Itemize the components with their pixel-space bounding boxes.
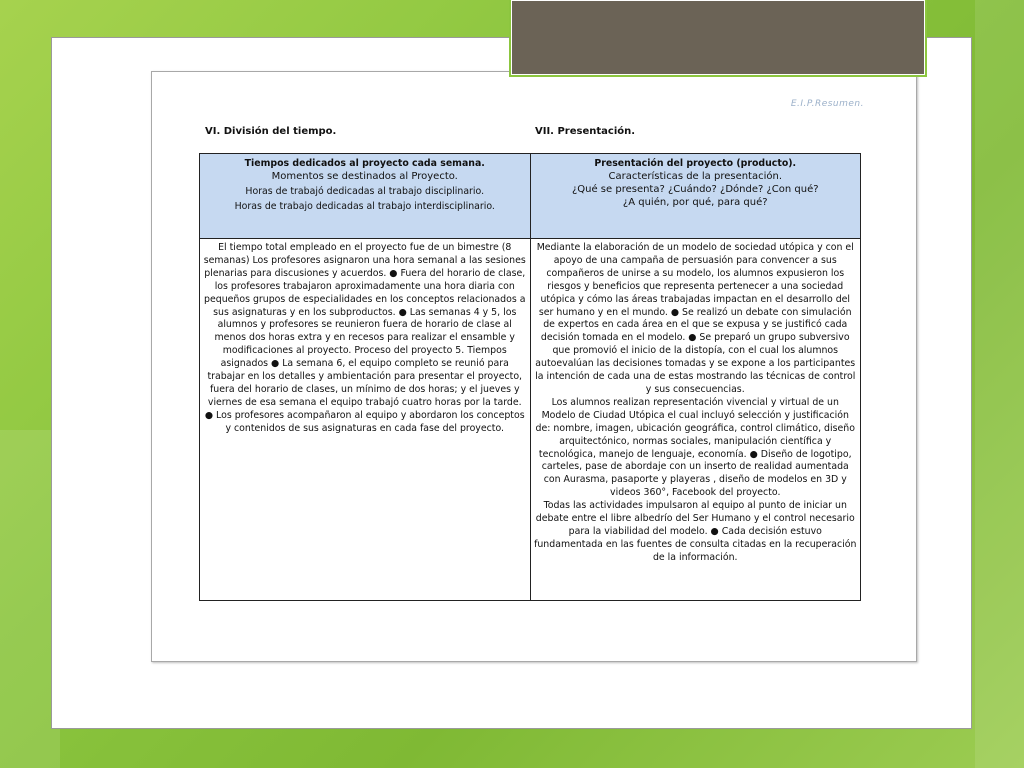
section-title-time-division: VI. División del tiempo. bbox=[205, 126, 337, 137]
left-header-line: Momentos se destinados al Proyecto. bbox=[271, 170, 458, 182]
section-title-presentation: VII. Presentación. bbox=[535, 126, 636, 137]
right-body-cell bbox=[530, 239, 861, 601]
right-body-paragraph: Mediante la elaboración de un modelo de sociedad utópica y con el apoyo de una campaña de persuasión para convencer a sus compañeros de unirse a su modelo, los alumnos expusieron los riesgos y beneficios que representa pertenecer a una sociedad utópica y cómo las áreas trabajadas impactan en el desarrollo del ser humano y en el mundo. ● Se realizó un debate con simulación de expertos en cada área en el que se expusa y se justificó cada decisión tomada en el modelo. ● Se preparó un grupo subversivo que promovió el inicio de la distopía, con el cual los alumnos autoevalúan las decisiones tomadas y se expone a los participantes la intención de cada una de estas mostrando las técnicas de control y sus consecuencias. bbox=[535, 242, 856, 395]
slide bbox=[51, 37, 972, 729]
left-header-title: Tiempos dedicados al proyecto cada semana. bbox=[244, 158, 485, 169]
right-header-title: Presentación del proyecto (producto). bbox=[594, 158, 797, 169]
document-tag: E.I.P.Resumen. bbox=[790, 99, 864, 109]
right-header-cell bbox=[530, 154, 861, 239]
background-decoration bbox=[975, 0, 1024, 768]
right-header-line: ¿A quién, por qué, para qué? bbox=[622, 196, 768, 208]
left-header-line: Horas de trabajó dedicadas al trabajo disciplinario. bbox=[245, 185, 485, 197]
table-body-row bbox=[200, 239, 861, 601]
right-body-paragraph: Los alumnos realizan representación vivencial y virtual de un Modelo de Ciudad Utópica el cual incluyó selección y justificación de: nombre, imagen, ubicación geográfica, control climático, diseño arquitectónico, normas sociales, manipulación científica y tecnológica, manejo de lenguaje, economía. ● Diseño de logotipo, carteles, pase de abordaje con un inserto de realidad aumentada con Aurasma, pasaporte y playeras , diseño de modelos en 3D y videos 360°, Facebook del proyecto. bbox=[535, 396, 855, 499]
left-header-line: Horas de trabajo dedicadas al trabajo interdisciplinario. bbox=[234, 200, 495, 212]
left-body-text: El tiempo total empleado en el proyecto fue de un bimestre (8 semanas) Los profesores asignaron una hora semanal a las sesiones plenarias para discusiones y acuerdos. ● Fuera del horario de clase, los profesores trabajaron aproximadamente una hora diaria con pequeños grupos de especialidades en los conceptos relacionados a sus asignaturas y en los subproductos. ● Las semanas 4 y 5, los alumnos y profesores se reunieron fuera de horario de clase al menos dos horas extra y en recesos para realizar el ensamble y modificaciones al proyecto. Proceso del proyecto 5. Tiempos asignados ● La semana 6, el equipo completo se reunió para trabajar en los detalles y ambientación para presentar el proyecto, fuera del horario de clases, un mínimo de dos horas; y el jueves y viernes de esa semana el equipo trabajó cuatro horas por la tarde. ● Los profesores acompañaron al equipo y abordaron los conceptos y contenidos de sus asignaturas en cada fase del proyecto. bbox=[203, 242, 526, 434]
right-body-paragraph: Todas las actividades impulsaron al equipo al punto de iniciar un debate entre el libre albedrío del Ser Humano y el control necesario para la viabilidad del modelo. ● Cada decisión estuvo fundamentada en las fuentes de consulta citadas en la recuperación de la información. bbox=[534, 500, 857, 563]
document-page bbox=[151, 71, 917, 662]
right-header-line: ¿Qué se presenta? ¿Cuándo? ¿Dónde? ¿Con qué? bbox=[571, 183, 819, 195]
accent-box bbox=[511, 0, 925, 75]
right-header-line: Características de la presentación. bbox=[608, 170, 783, 182]
left-header-cell bbox=[200, 154, 531, 239]
content-table bbox=[199, 153, 861, 601]
table-header-row bbox=[200, 154, 861, 239]
left-body-cell bbox=[200, 239, 531, 601]
